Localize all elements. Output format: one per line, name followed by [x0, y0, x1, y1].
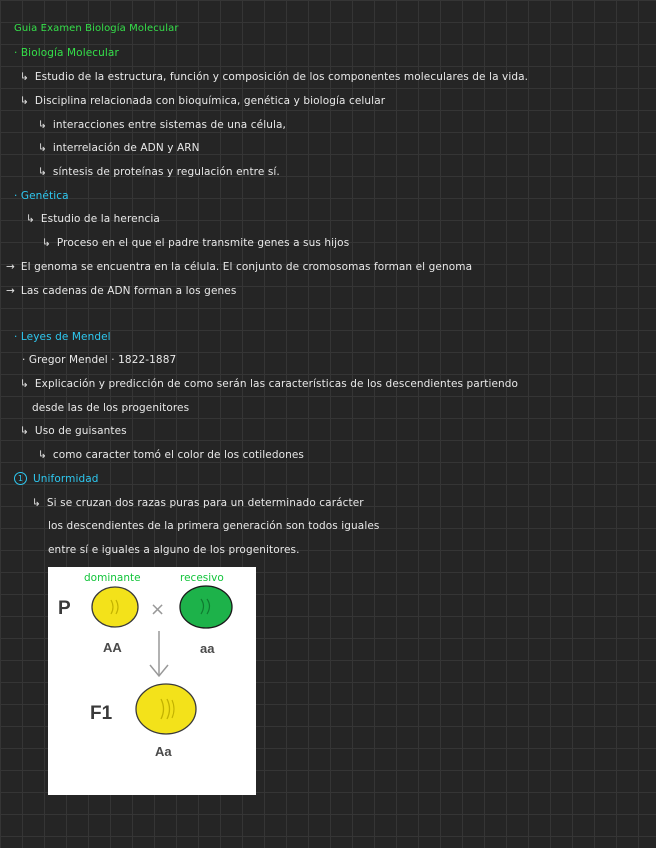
p-label: P [58, 598, 71, 619]
note-line: ↳ Proceso en el que el padre transmite genes a sus hijos [42, 237, 350, 249]
note-line: → El genoma se encuentra en la célula. El conjunto de cromosomas forman el genoma [6, 261, 473, 273]
section-heading-uniformidad: 1 Uniformidad [14, 472, 99, 486]
pea-f1-icon [136, 684, 196, 734]
recesivo-label: recesivo [180, 572, 224, 584]
note-line: → Las cadenas de ADN forman a los genes [6, 285, 237, 297]
pea-dominant-icon [92, 587, 138, 627]
note-line: desde las de los progenitores [32, 402, 190, 414]
numbered-circle: 1 [14, 472, 27, 485]
note-line: ↳ como caracter tomó el color de los cotiledones [38, 449, 304, 461]
note-line: ↳ Explicación y predicción de como serán las características de los descendientes partiendo [20, 378, 519, 390]
page-title: Guia Examen Biología Molecular [14, 23, 179, 34]
mendel-cross-diagram [48, 567, 256, 795]
note-line: ↳ Estudio de la herencia [26, 213, 160, 225]
f1-label: F1 [90, 703, 113, 724]
genotype-f1: Aa [155, 744, 172, 759]
genotype-recessive: aa [200, 641, 215, 656]
arrow-icon: ↳ [20, 378, 29, 390]
section-heading-genetica: · Genética [14, 190, 69, 202]
note-line: los descendientes de la primera generación son todos iguales [48, 520, 380, 532]
note-line: ↳ Si se cruzan dos razas puras para un determinado carácter [32, 497, 364, 509]
note-line: ↳ interacciones entre sistemas de una célula, [38, 119, 286, 131]
arrow-icon: ↳ [20, 95, 29, 107]
right-arrow-icon: → [6, 261, 15, 273]
arrow-icon: ↳ [38, 449, 47, 461]
arrow-icon: ↳ [20, 71, 29, 83]
down-arrow-icon [150, 631, 168, 676]
arrow-icon: ↳ [38, 119, 47, 131]
diagram-canvas [48, 567, 256, 795]
right-arrow-icon: → [6, 285, 15, 297]
pea-recessive-icon [180, 586, 232, 628]
section-heading-biologia: · Biología Molecular [14, 47, 119, 59]
arrow-icon: ↳ [20, 425, 29, 437]
arrow-icon: ↳ [32, 497, 41, 509]
note-line: ↳ interrelación de ADN y ARN [38, 142, 200, 154]
note-line: ↳ síntesis de proteínas y regulación entre sí. [38, 166, 280, 178]
note-line: ↳ Disciplina relacionada con bioquímica, genética y biología celular [20, 95, 386, 107]
section-heading-mendel: · Leyes de Mendel [14, 331, 111, 343]
genotype-dominant: AA [103, 640, 122, 655]
arrow-icon: ↳ [42, 237, 51, 249]
dominante-label: dominante [84, 572, 141, 584]
arrow-icon: ↳ [38, 166, 47, 178]
arrow-icon: ↳ [26, 213, 35, 225]
cross-symbol: × [150, 599, 166, 620]
note-line: entre sí e iguales a alguno de los progenitores. [48, 544, 300, 556]
note-line: ↳ Estudio de la estructura, función y composición de los componentes moleculares de la vida. [20, 71, 529, 83]
note-line: ↳ Uso de guisantes [20, 425, 127, 437]
arrow-icon: ↳ [38, 142, 47, 154]
note-line: · Gregor Mendel · 1822-1887 [22, 354, 177, 366]
